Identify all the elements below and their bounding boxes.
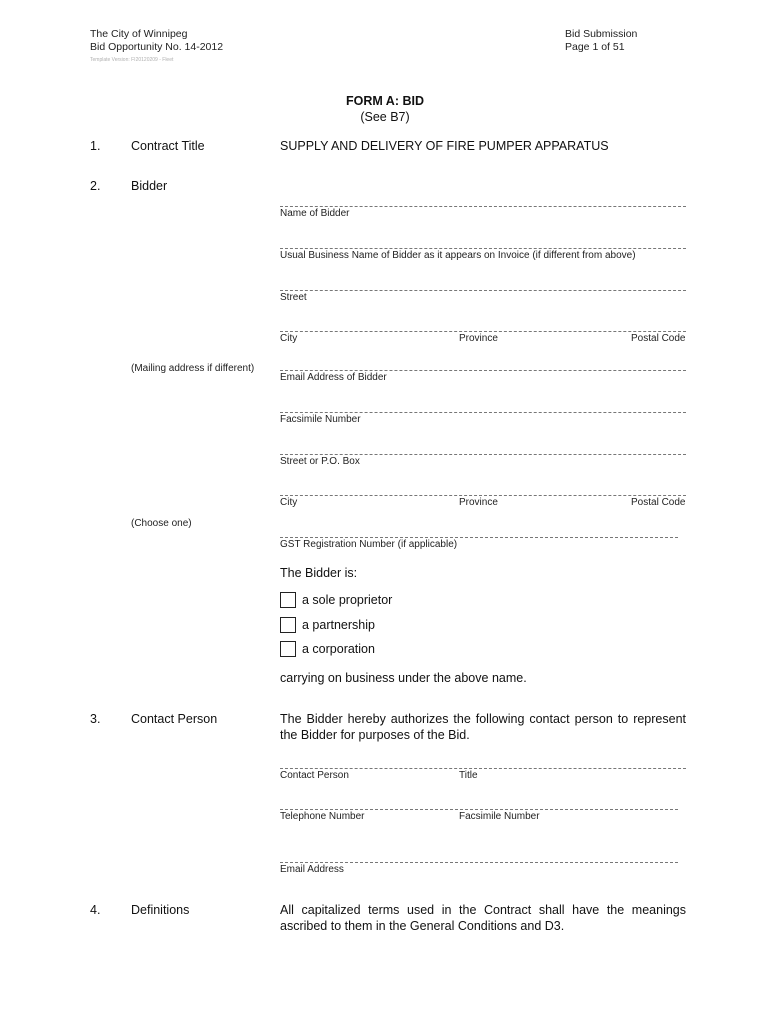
- form-title: FORM A: BID: [346, 94, 424, 108]
- form-subtitle: (See B7): [360, 110, 410, 124]
- email-line[interactable]: [280, 370, 686, 371]
- email-caption: Email Address of Bidder: [280, 372, 387, 383]
- section-2-label: Bidder: [131, 179, 168, 193]
- province-caption: Province: [459, 333, 498, 344]
- partnership-checkbox[interactable]: [280, 617, 296, 633]
- mailing-city-caption: City: [280, 497, 298, 508]
- mailing-postal-code-caption: Postal Code: [631, 497, 686, 508]
- postal-code-caption: Postal Code: [631, 333, 686, 344]
- contract-title-value: SUPPLY AND DELIVERY OF FIRE PUMPER APPARATUS: [280, 139, 609, 153]
- header-org: The City of Winnipeg: [90, 28, 188, 40]
- city-caption: City: [280, 333, 298, 344]
- section-2-number: 2.: [90, 179, 101, 193]
- telephone-caption: Telephone Number: [280, 811, 365, 822]
- sole-proprietor-checkbox[interactable]: [280, 592, 296, 608]
- header-doc-type: Bid Submission: [565, 28, 638, 40]
- choose-one-note: (Choose one): [131, 518, 192, 529]
- partnership-label: a partnership: [302, 618, 375, 632]
- contact-email-line[interactable]: [280, 862, 678, 863]
- header-template-version: Template Version: FI20120209 - Fleet: [90, 57, 174, 63]
- title-caption: Title: [459, 770, 478, 781]
- fax-caption: Facsimile Number: [280, 414, 361, 425]
- contact-person-authorization-text: The Bidder hereby authorizes the following contact person to represent the Bidder for purposes of the Bid.: [280, 712, 686, 742]
- definitions-text: All capitalized terms used in the Contract shall have the meanings ascribed to them in the General Conditions and D3.: [280, 903, 686, 933]
- bidder-is-heading: The Bidder is:: [280, 566, 358, 580]
- city-province-postal-line[interactable]: [280, 331, 686, 332]
- mailing-province-caption: Province: [459, 497, 498, 508]
- section-1-label: Contract Title: [131, 139, 205, 153]
- section-1-number: 1.: [90, 139, 101, 153]
- mailing-address-note: (Mailing address if different): [131, 363, 255, 374]
- street-line[interactable]: [280, 290, 686, 291]
- contact-person-caption: Contact Person: [280, 770, 349, 781]
- usual-business-name-line[interactable]: [280, 248, 686, 249]
- corporation-label: a corporation: [302, 642, 375, 656]
- header-page-number: Page 1 of 51: [565, 41, 625, 53]
- contact-email-caption: Email Address: [280, 864, 344, 875]
- sole-proprietor-label: a sole proprietor: [302, 593, 393, 607]
- section-3-label: Contact Person: [131, 712, 218, 726]
- contact-person-title-line[interactable]: [280, 768, 686, 769]
- name-of-bidder-caption: Name of Bidder: [280, 208, 350, 219]
- street-caption: Street: [280, 292, 307, 303]
- header-bid-opportunity: Bid Opportunity No. 14-2012: [90, 41, 224, 53]
- street-po-caption: Street or P.O. Box: [280, 456, 360, 467]
- mailing-city-province-postal-line[interactable]: [280, 495, 686, 496]
- corporation-checkbox[interactable]: [280, 641, 296, 657]
- gst-caption: GST Registration Number (if applicable): [280, 539, 458, 550]
- street-po-line[interactable]: [280, 454, 686, 455]
- gst-line[interactable]: [280, 537, 678, 538]
- section-4-number: 4.: [90, 903, 101, 917]
- usual-business-name-caption: Usual Business Name of Bidder as it appears on Invoice (if different from above): [280, 250, 636, 261]
- carrying-on-business-text: carrying on business under the above name.: [280, 671, 527, 685]
- fax-line[interactable]: [280, 412, 686, 413]
- section-4-label: Definitions: [131, 903, 190, 917]
- contact-fax-caption: Facsimile Number: [459, 811, 540, 822]
- section-3-number: 3.: [90, 712, 101, 726]
- name-of-bidder-line[interactable]: [280, 206, 686, 207]
- telephone-fax-line[interactable]: [280, 809, 678, 810]
